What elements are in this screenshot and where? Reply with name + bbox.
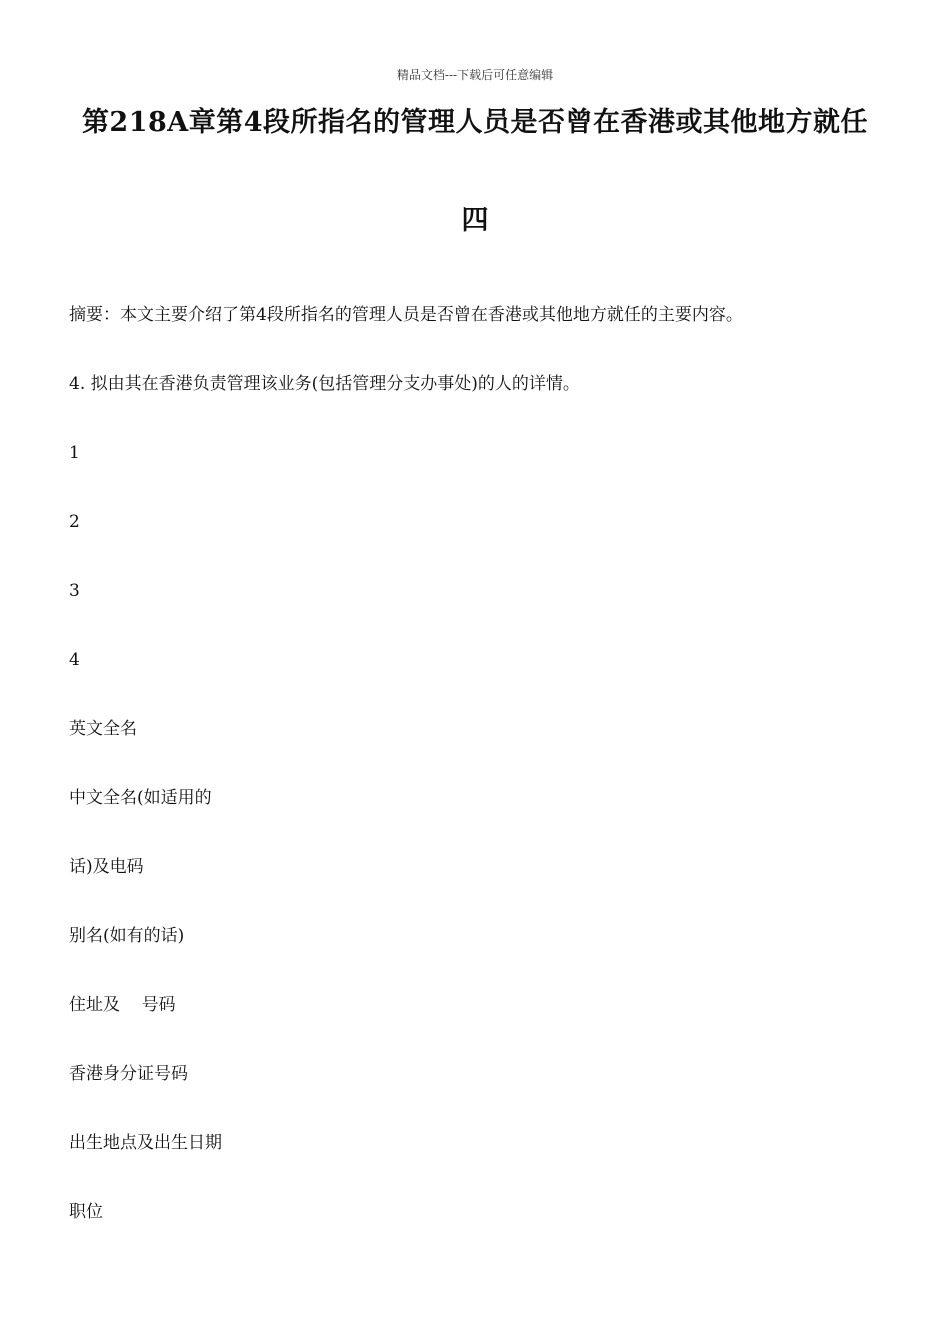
field-label-chinese-name: 中文全名(如适用的 bbox=[69, 788, 212, 808]
document-title-line-1: 第218A章第4段所指名的管理人员是否曾在香港或其他地方就任 bbox=[81, 107, 869, 138]
page-header: 精品文档---下载后可任意编辑 bbox=[396, 68, 554, 82]
field-label-position: 职位 bbox=[69, 1202, 103, 1222]
list-number-3: 3 bbox=[69, 581, 80, 601]
field-label-alias: 别名(如有的话) bbox=[69, 926, 185, 946]
abstract-paragraph: 摘要：本文主要介绍了第4段所指名的管理人员是否曾在香港或其他地方就任的主要内容。 bbox=[69, 305, 743, 325]
document-title-line-2: 四 bbox=[461, 205, 489, 236]
section-4-heading: 4. 拟由其在香港负责管理该业务(包括管理分支办事处)的人的详情。 bbox=[69, 374, 580, 394]
field-label-birthplace-date: 出生地点及出生日期 bbox=[69, 1133, 222, 1153]
list-number-2: 2 bbox=[69, 512, 80, 532]
list-number-1: 1 bbox=[69, 443, 80, 463]
field-label-address-phone: 住址及 号码 bbox=[69, 995, 176, 1015]
list-number-4: 4 bbox=[69, 650, 80, 670]
field-label-chinese-name-cont: 话)及电码 bbox=[69, 857, 144, 877]
field-label-english-name: 英文全名 bbox=[69, 719, 137, 739]
field-label-hkid: 香港身分证号码 bbox=[69, 1064, 188, 1084]
